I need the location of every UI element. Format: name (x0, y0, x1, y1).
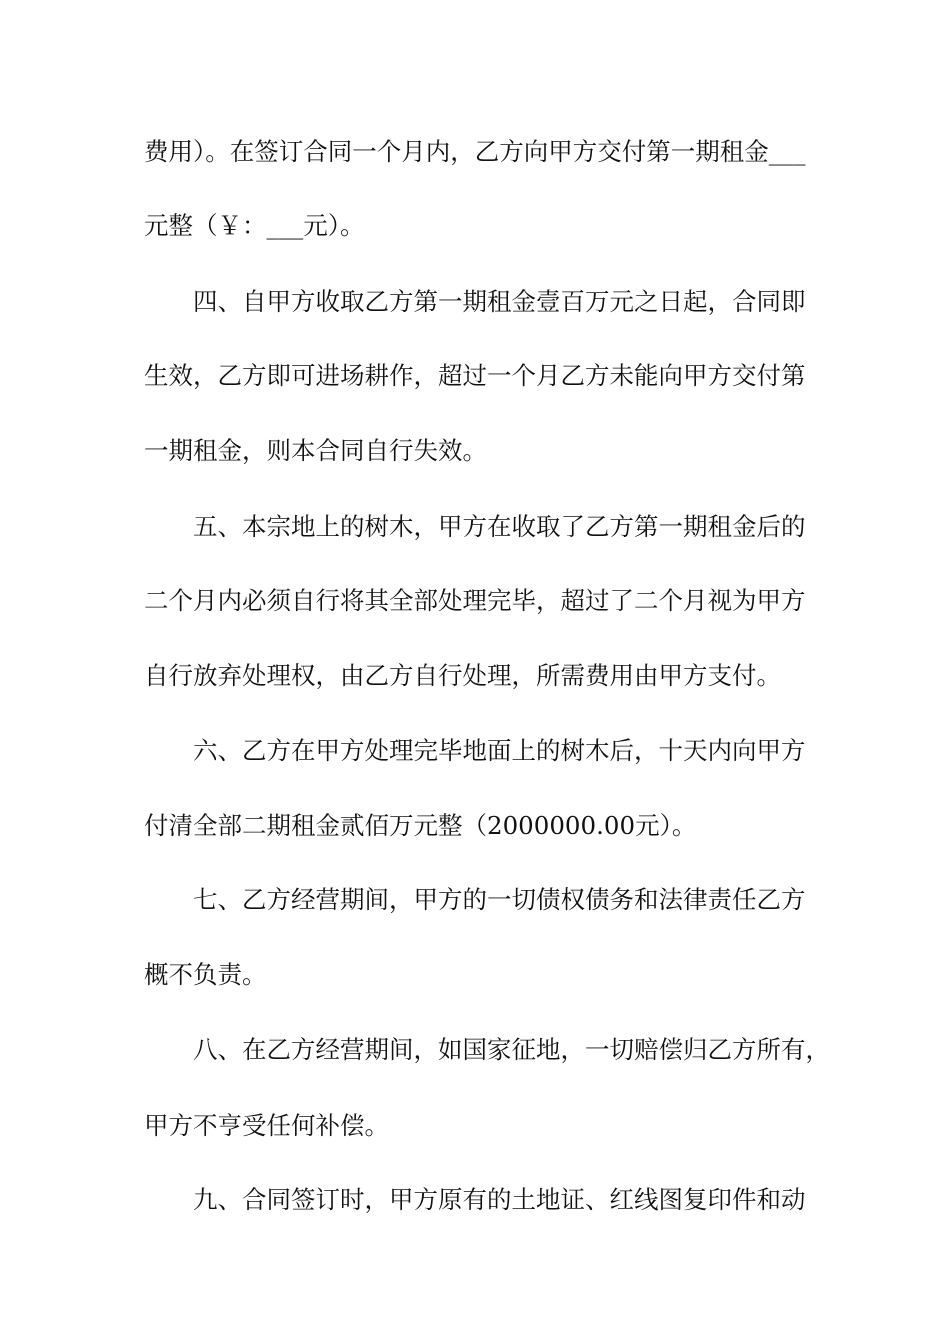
text-line: 九、合同签订时，甲方原有的土地证、红线图复印件和动 (193, 1185, 806, 1214)
text-line: 元整（￥：___元）。 (144, 211, 365, 240)
text-line: 甲方不亨受任何补偿。 (144, 1111, 389, 1140)
text-line: 概不负责。 (144, 960, 267, 989)
text-line: 八、在乙方经营期间，如国家征地，一切赔偿归乙方所有， (193, 1035, 830, 1064)
text-line: 付清全部二期租金贰佰万元整（2000000.00元）。 (144, 811, 697, 840)
text-line: 六、乙方在甲方处理完毕地面上的树木后，十天内向甲方 (193, 736, 806, 765)
text-line: 费用）。在签订合同一个月内，乙方向甲方交付第一期租金___ (144, 137, 806, 166)
text-line: 七、乙方经营期间，甲方的一切债权债务和法律责任乙方 (193, 885, 806, 914)
text-line: 五、本宗地上的树木，甲方在收取了乙方第一期租金后的 (193, 512, 806, 541)
text-line: 生效，乙方即可进场耕作，超过一个月乙方未能向甲方交付第 (144, 361, 806, 390)
text-line: 二个月内必须自行将其全部处理完毕，超过了二个月视为甲方 (144, 586, 806, 615)
text-line: 自行放弃处理权，由乙方自行处理，所需费用由甲方支付。 (144, 661, 781, 690)
text-line: 一期租金，则本合同自行失效。 (144, 436, 487, 465)
text-line: 四、自甲方收取乙方第一期租金壹百万元之日起，合同即 (193, 287, 806, 316)
